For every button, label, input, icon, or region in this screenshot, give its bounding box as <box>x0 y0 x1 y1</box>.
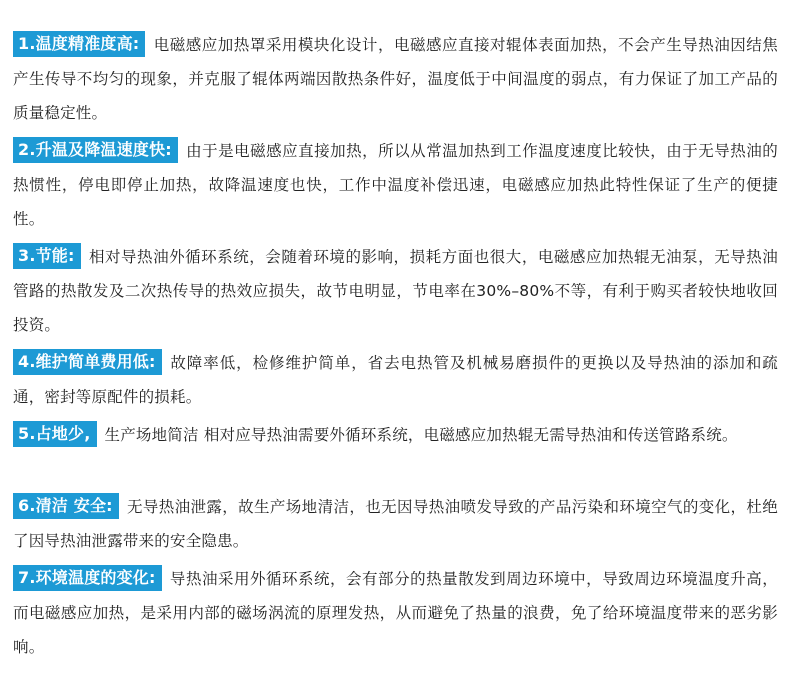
section-text: 故障率低，检修维护简单，省去电热管及机械易磨损件的更换以及导热油的添加和疏通，密封等原配件的损耗。 <box>13 354 778 406</box>
section-label: 4.维护简单费用低: <box>13 349 162 375</box>
section-label: 3.节能: <box>13 243 81 269</box>
section-label: 6.清洁 安全: <box>13 493 119 519</box>
section-energy-saving <box>13 240 778 342</box>
section-label: 5.占地少, <box>13 421 97 447</box>
section-label: 1.温度精准度高: <box>13 31 145 57</box>
section-text: 导热油采用外循环系统，会有部分的热量散发到周边环境中，导致周边环境温度升高，而电磁感应加热，是采用内部的磁场涡流的原理发热，从而避免了热量的浪费，免了给环境温度带来的恶劣影响。 <box>13 570 778 656</box>
section-text: 电磁感应加热罩采用模块化设计，电磁感应直接对辊体表面加热，不会产生导热油因结焦产生传导不均匀的现象，并克服了辊体两端因散热条件好，温度低于中间温度的弱点，有力保证了加工产品的质量稳定性。 <box>13 36 778 122</box>
section-temperature-accuracy <box>13 28 778 130</box>
section-label: 2.升温及降温速度快: <box>13 137 178 163</box>
section-text: 无导热油泄露，故生产场地清洁，也无因导热油喷发导致的产品污染和环境空气的变化，杜绝了因导热油泄露带来的安全隐患。 <box>13 498 778 550</box>
section-ambient-temperature <box>13 562 778 664</box>
section-text: 相对导热油外循环系统，会随着环境的影响，损耗方面也很大，电磁感应加热辊无油泵，无导热油管路的热散发及二次热传导的热效应损失，故节电明显，节电率在30%–80%不等，有利于购买者较快地收回投资。 <box>13 248 778 334</box>
section-heating-cooling-speed <box>13 134 778 236</box>
section-clean-safe <box>13 490 778 558</box>
section-text: 由于是电磁感应直接加热，所以从常温加热到工作温度速度比较快，由于无导热油的热惯性，停电即停止加热，故降温速度也快，工作中温度补偿迅速，电磁感应加热此特性保证了生产的便捷性。 <box>13 142 778 228</box>
section-label: 7.环境温度的变化: <box>13 565 162 591</box>
section-small-footprint <box>13 418 778 452</box>
section-low-maintenance <box>13 346 778 414</box>
section-text: 生产场地简洁 相对应导热油需要外循环系统，电磁感应加热辊无需导热油和传送管路系统。 <box>104 426 738 444</box>
